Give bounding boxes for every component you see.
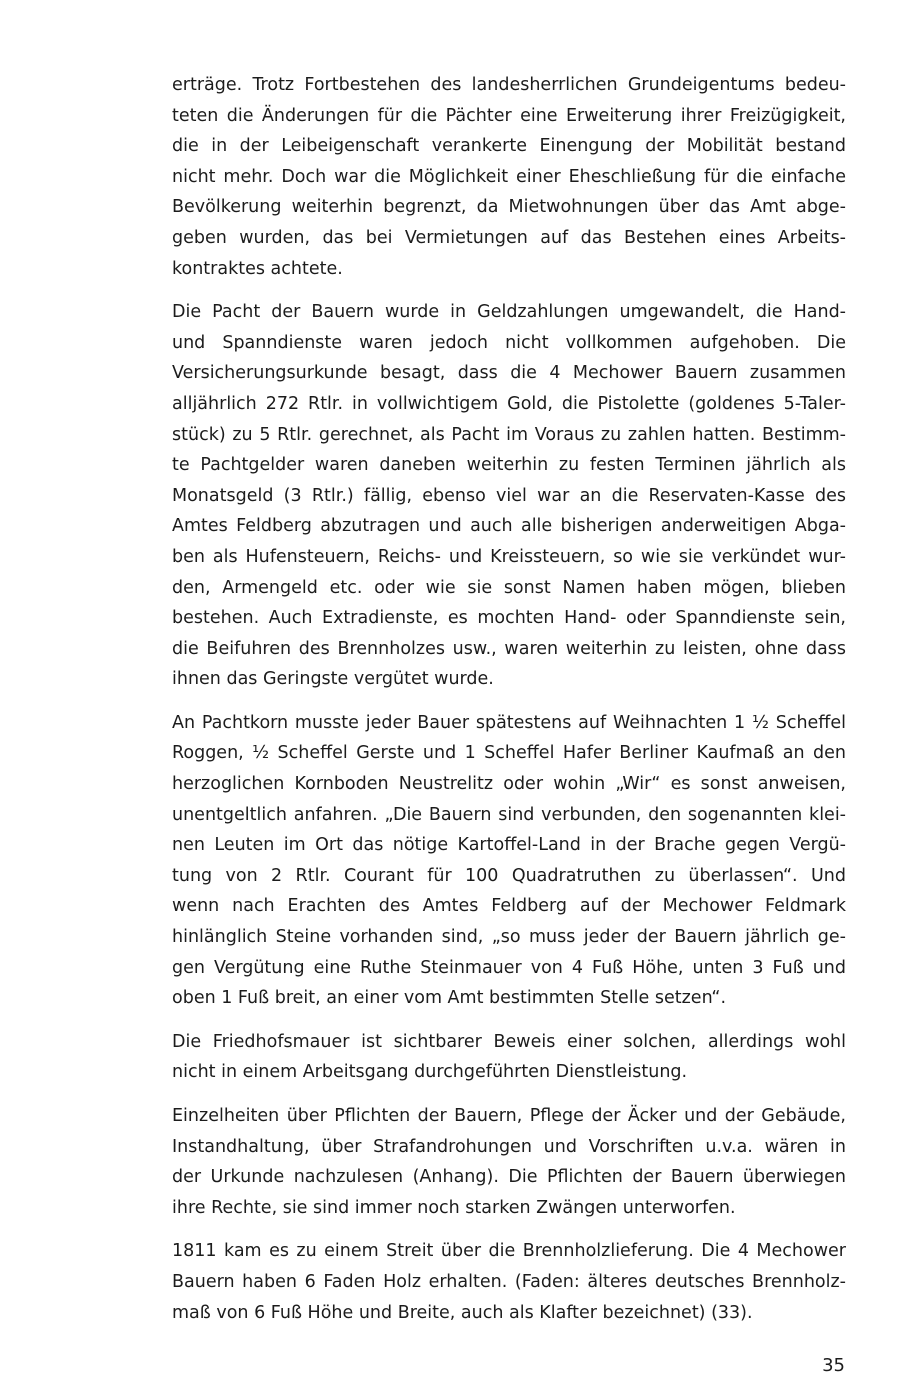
text-line: ihre Rechte, sie sind immer noch starken Zwängen unterworfen. (172, 1197, 736, 1218)
text-line: stück) zu 5 Rtlr. gerechnet, als Pacht im Voraus zu zahlen hatten. Bestimm- (172, 424, 846, 445)
page-number: 35 (822, 1355, 845, 1376)
text-line: maß von 6 Fuß Höhe und Breite, auch als Klafter bezeichnet) (33). (172, 1302, 753, 1323)
text-line: ihnen das Geringste vergütet wurde. (172, 669, 494, 690)
text-line: Bevölkerung weiterhin begrenzt, da Mietwohnungen über das Amt abge- (172, 197, 846, 218)
text-line: bestehen. Auch Extradienste, es mochten Hand- oder Spanndienste sein, (172, 608, 846, 629)
text-line: Versicherungsurkunde besagt, dass die 4 Mechower Bauern zusammen (172, 363, 846, 384)
text-line: teten die Änderungen für die Pächter eine Erweiterung ihrer Freizügigkeit, (172, 105, 846, 126)
paragraph-1 (172, 70, 846, 284)
text-line: der Urkunde nachzulesen (Anhang). Die Pflichten der Bauern überwiegen (172, 1167, 846, 1188)
text-line: und Spanndienste waren jedoch nicht vollkommen aufgehoben. Die (172, 332, 846, 353)
text-line: Instandhaltung, über Strafandrohungen und Vorschriften u.v.a. wären in (172, 1136, 846, 1157)
text-line: tung von 2 Rtlr. Courant für 100 Quadratruthen zu überlassen“. Und (172, 865, 846, 886)
paragraph-5 (172, 1101, 846, 1223)
text-line: herzoglichen Kornboden Neustrelitz oder wohin „Wir“ es sonst anweisen, (172, 774, 846, 795)
text-line: Die Pacht der Bauern wurde in Geldzahlungen umgewandelt, die Hand- (172, 302, 846, 323)
text-line: Einzelheiten über Pflichten der Bauern, Pflege der Äcker und der Gebäude, (172, 1106, 846, 1126)
text-line: An Pachtkorn musste jeder Bauer spätestens auf Weihnachten 1 ½ Scheffel (172, 712, 846, 733)
text-line: Amtes Feldberg abzutragen und auch alle bisherigen anderweitigen Abga- (172, 516, 846, 537)
text-line: kontraktes achtete. (172, 258, 343, 279)
paragraph-2 (172, 297, 846, 695)
text-line: die in der Leibeigenschaft verankerte Einengung der Mobilität bestand (172, 136, 846, 157)
text-line: wenn nach Erachten des Amtes Feldberg auf der Mechower Feldmark (172, 896, 846, 917)
text-line: Bauern haben 6 Faden Holz erhalten. (Faden: älteres deutsches Brennholz- (172, 1271, 846, 1292)
text-line: geben wurden, das bei Vermietungen auf das Bestehen eines Arbeits- (172, 227, 846, 248)
text-line: nicht mehr. Doch war die Möglichkeit einer Eheschließung für die einfache (172, 166, 846, 187)
text-line: unentgeltlich anfahren. „Die Bauern sind verbunden, den sogenannten klei- (172, 804, 846, 825)
text-line: erträge. Trotz Fortbestehen des landesherrlichen Grundeigentums bedeu- (172, 75, 846, 95)
paragraph-6 (172, 1236, 846, 1328)
text-line: oben 1 Fuß breit, an einer vom Amt bestimmten Stelle setzen“. (172, 988, 727, 1009)
text-line: den, Armengeld etc. oder wie sie sonst Namen haben mögen, blieben (172, 577, 846, 598)
text-line: alljährlich 272 Rtlr. in vollwichtigem Gold, die Pistolette (goldenes 5-Taler- (172, 393, 846, 414)
text-line: Monatsgeld (3 Rtlr.) fällig, ebenso viel war an die Reservaten-Kasse des (172, 485, 846, 506)
paragraph-4 (172, 1027, 846, 1088)
text-line: nen Leuten im Ort das nötige Kartoffel-Land in der Brache gegen Vergü- (172, 835, 846, 856)
paragraph-3 (172, 708, 846, 1014)
text-line: Die Friedhofsmauer ist sichtbarer Beweis einer solchen, allerdings wohl (172, 1031, 846, 1052)
body-text (172, 70, 846, 1341)
text-line: gen Vergütung eine Ruthe Steinmauer von 4 Fuß Höhe, unten 3 Fuß und (172, 957, 846, 978)
text-line: die Beifuhren des Brennholzes usw., waren weiterhin zu leisten, ohne dass (172, 638, 846, 659)
text-line: hinlänglich Steine vorhanden sind, „so muss jeder der Bauern jährlich ge- (172, 927, 846, 948)
text-line: Roggen, ½ Scheffel Gerste und 1 Scheffel Hafer Berliner Kaufmaß an den (172, 743, 846, 764)
text-line: te Pachtgelder waren daneben weiterhin zu festen Terminen jährlich als (172, 455, 846, 476)
text-line: ben als Hufensteuern, Reichs- und Kreissteuern, so wie sie verkündet wur- (172, 546, 846, 567)
text-line: 1811 kam es zu einem Streit über die Brennholzlieferung. Die 4 Mechower (172, 1241, 846, 1262)
text-line: nicht in einem Arbeitsgang durchgeführten Dienstleistung. (172, 1062, 688, 1083)
